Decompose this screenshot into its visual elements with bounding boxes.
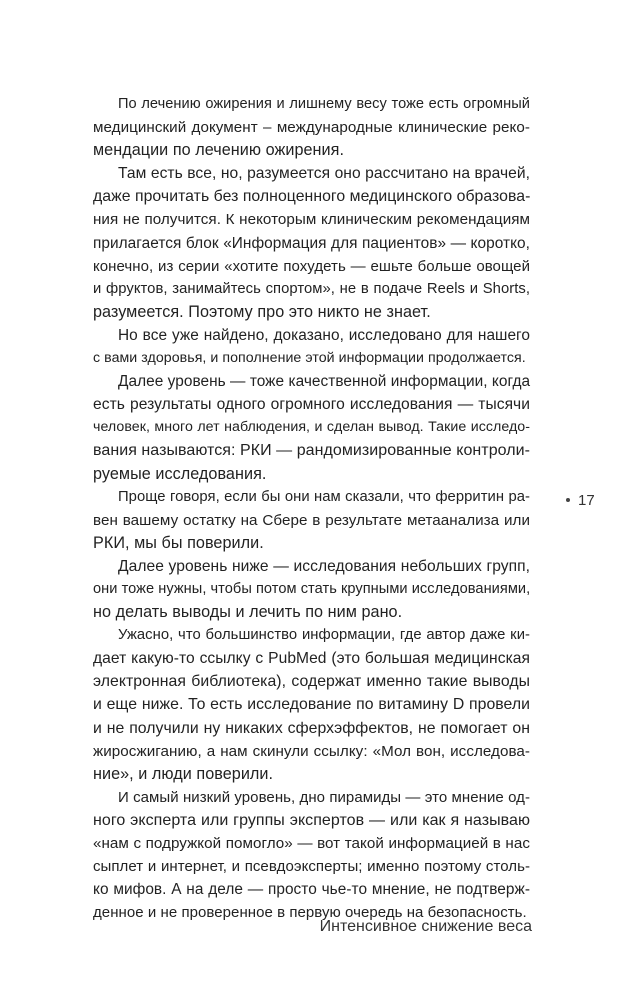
text-line: дает какую-то ссылку с PubMed (это большая медицинская <box>93 650 530 668</box>
text-line: и еще ниже. То есть исследование по витамину D провели <box>93 696 530 714</box>
text-line: мендации по лечению ожирения. <box>93 141 344 160</box>
page-number <box>566 489 595 512</box>
text-line: жиросжиганию, а нам скинули ссылку: «Мол вон, исследова- <box>93 742 530 760</box>
text-line: «нам с подружкой помогло» — вот такой информацией в нас <box>93 835 530 852</box>
text-line: с вами здоровья, и пополнение этой информации продолжается. <box>93 350 526 367</box>
text-line: Проще говоря, если бы они нам сказали, что ферритин ра- <box>118 488 530 505</box>
text-line: конечно, из серии «хотите похудеть — ешьте больше овощей <box>93 257 530 275</box>
text-line: и не получили ну никаких сферхэффектов, не помогает он <box>93 719 530 737</box>
text-line: прилагается блок «Информация для пациентов» — коротко, <box>93 234 530 252</box>
text-line: человек, много лет наблюдения, и сделан вывод. Такие исследо- <box>93 419 530 436</box>
text-line: ния не получится. К некоторым клиническим рекомендациям <box>93 211 530 229</box>
text-line: электронная библиотека), содержат именно такие выводы <box>93 673 530 691</box>
text-line: Но все уже найдено, доказано, исследовано для нашего <box>118 326 530 344</box>
text-line: Ужасно, что большинство информации, где автор даже ки- <box>118 627 530 644</box>
running-footer: Интенсивное снижение веса <box>319 918 532 935</box>
text-line: Далее уровень — тоже качественной информации, когда <box>118 373 531 391</box>
text-line: даже прочитать без полноценного медицинского образова- <box>93 188 531 206</box>
text-line: есть результаты одного огромного исследования — тысячи <box>93 396 530 414</box>
text-line: Там есть все, но, разумеется оно рассчитано на врачей, <box>118 165 530 183</box>
text-line: По лечению ожирения и лишнему весу тоже есть огромный <box>118 96 530 112</box>
text-line: Далее уровень ниже — исследования небольших групп, <box>118 557 530 575</box>
text-line: РКИ, мы бы поверили. <box>93 533 264 552</box>
bullet-icon <box>566 498 570 502</box>
text-line: они тоже нужны, чтобы потом стать крупными исследованиями, <box>93 580 531 597</box>
text-line: И самый низкий уровень, дно пирамиды — это мнение од- <box>118 788 530 806</box>
text-line: ко мифов. А на деле — просто чье-то мнение, не подтверж- <box>93 881 530 899</box>
text-line: и фруктов, занимайтесь спортом», не в подаче Reels и Shorts, <box>93 280 530 297</box>
text-line: ного эксперта или группы экспертов — или как я называю <box>93 811 530 829</box>
page-number-label: 17 <box>578 492 595 509</box>
text-line: вен вашему остатку на Сбере в результате метаанализа или <box>93 511 530 529</box>
text-line: вания называются: РКИ — рандомизированные контроли- <box>93 442 530 460</box>
text-line: разумеется. Поэтому про это никто не знает. <box>93 302 431 321</box>
text-line: сыплет и интернет, и псевдоэксперты; именно поэтому столь- <box>93 858 530 876</box>
body-text <box>93 93 530 924</box>
text-line: денное и не проверенное в первую очередь на безопасность. <box>93 904 527 922</box>
text-line: ние», и люди поверили. <box>93 764 274 783</box>
text-line: но делать выводы и лечить по ним рано. <box>93 603 403 622</box>
text-line: медицинский документ – международные клинические реко- <box>93 119 530 137</box>
text-line: руемые исследования. <box>93 464 267 483</box>
